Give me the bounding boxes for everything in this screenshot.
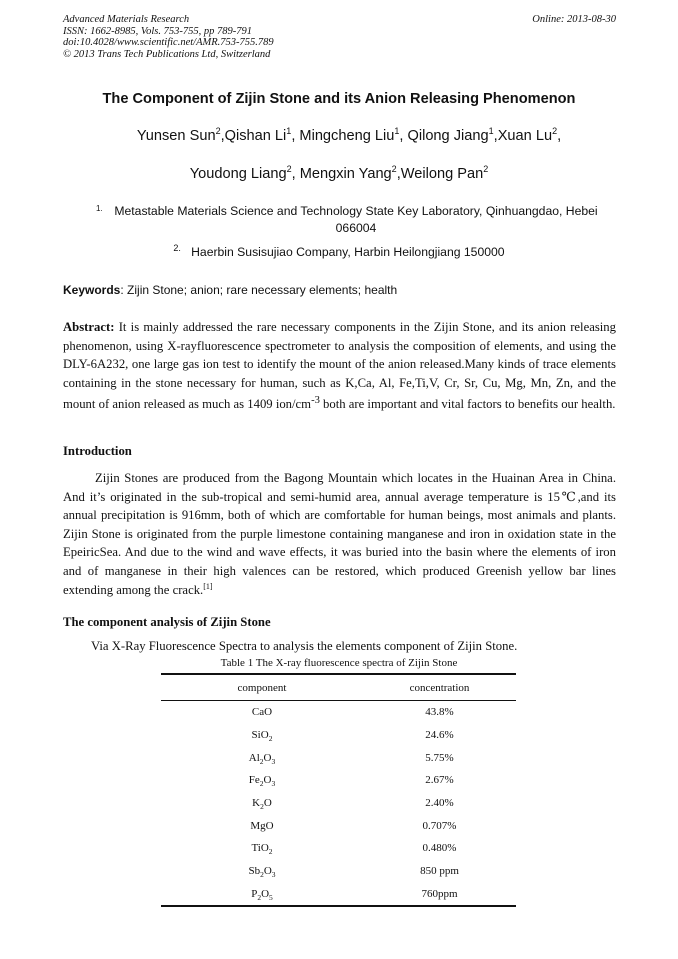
concentration-cell: 0.480% <box>422 842 457 855</box>
author-affiliation-mark: 2 <box>286 164 292 175</box>
abstract-label: Abstract: <box>63 320 115 334</box>
doi-line[interactable]: doi:10.4028/www.scientific.net/AMR.753-755.789 <box>63 37 274 48</box>
table-row <box>161 883 516 907</box>
affiliation-2 <box>40 244 638 261</box>
concentration-cell: 24.6% <box>425 729 454 742</box>
concentration-cell: 760ppm <box>363 883 516 907</box>
concentration-cell: 5.75% <box>425 751 454 764</box>
affiliation-number: 1. <box>96 204 103 213</box>
author-name: Qishan Li <box>224 128 287 144</box>
author-affiliation-mark: 1 <box>286 126 292 137</box>
author-name: Xuan Lu <box>497 128 553 144</box>
component-cell: $Fe_2O_3$ <box>248 774 276 789</box>
abstract-text: It is mainly addressed the rare necessary components in the Zijin Stone, and its anion releasing phenomenon, using X-rayfluorescence spectrometer to analysis the composition of elements, and using the DLY-6A232, one large gas ion test to identify the mount of the anion released.Many kinds of trace elements containing in the stone necessary for human, such as K,Ca, Al, Fe,Ti,V, Cr, Sr, Cu, Mg, Mn, Zn, and the mount of anion released as much as 1409 ion/cm <box>63 320 616 412</box>
table-row <box>161 860 516 883</box>
concentration-cell: 0.707% <box>422 819 457 832</box>
author-affiliation-mark: 2 <box>483 164 489 175</box>
author-affiliation-mark: 1 <box>394 126 400 137</box>
author-affiliation-mark: 1 <box>488 126 494 137</box>
author-affiliation-mark: 2 <box>215 126 221 137</box>
column-header-concentration: concentration <box>363 674 516 701</box>
abstract-unit-exponent: -3 <box>311 395 320 407</box>
component-cell: MgO <box>250 819 274 832</box>
table-header-row <box>161 674 516 701</box>
author-name: Mingcheng Liu <box>299 128 395 144</box>
keywords <box>63 283 616 297</box>
component-cell: $Al_2O_3$ <box>248 751 276 766</box>
component-cell: $P_2O_5$ <box>161 883 363 907</box>
reference-marker[interactable]: [1] <box>203 581 213 591</box>
author-affiliation-mark: 2 <box>552 126 558 137</box>
component-cell: $Sb_2O_3$ <box>248 865 276 880</box>
affiliation-1 <box>96 203 616 237</box>
table-row <box>161 837 516 860</box>
table-row <box>161 814 516 837</box>
online-date: Online: 2013-08-30 <box>532 14 616 25</box>
abstract-tail: both are important and vital factors to benefits our health. <box>319 397 616 412</box>
component-analysis-intro: Via X-Ray Fluorescence Spectra to analysis the elements component of Zijin Stone. <box>91 639 518 653</box>
author-line-2: Youdong Liang$^2$, Mengxin Yang$^2$,Weilong Pan$^2$ <box>189 164 489 182</box>
keywords-label: Keywords <box>63 283 121 297</box>
author-name: Mengxin Yang <box>299 166 392 182</box>
concentration-cell: 2.40% <box>425 797 454 810</box>
component-cell: $K_2O$ <box>252 797 272 812</box>
table-row <box>161 792 516 815</box>
author-name: Qilong Jiang <box>407 128 489 144</box>
component-cell: TiO$_2$ <box>251 842 273 857</box>
concentration-cell: 43.8% <box>425 706 454 719</box>
component-cell: CaO <box>251 706 273 719</box>
issn-line: ISSN: 1662-8985, Vols. 753-755, pp 789-791 <box>63 25 252 37</box>
journal-name: Advanced Materials Research <box>63 14 190 25</box>
introduction-text: Zijin Stones are produced from the Bagong Mountain which locates in the Huainan Area in China. And it’s originated in the sub-tropical and semi-humid area, annual average temperature is 15℃,and its annual precipitation is 916mm, both of which are comfortable for human beings, most animals and plants. Zijin Stone is originated from the purple limestone containing manganese and iron in oxidation state in the EpeiricSea. And due to the wind and wave effects, it was buried into the basin where the elements of iron and of manganese in their high valences can be restored, which produced Greenish yellow bar lines extending among the crack. <box>63 471 616 597</box>
concentration-cell: 2.67% <box>425 774 454 787</box>
affiliation-number: 2. <box>173 242 181 253</box>
author-name: Weilong Pan <box>400 166 484 182</box>
concentration-cell: 850 ppm <box>420 865 459 878</box>
table-row <box>161 769 516 792</box>
introduction-heading: Introduction <box>63 444 132 458</box>
paper-title: The Component of Zijin Stone and its Anion Releasing Phenomenon <box>102 91 576 107</box>
table-row <box>161 724 516 747</box>
journal-header <box>63 14 616 60</box>
table-caption: Table 1 The X-ray fluorescence spectra of Zijin Stone <box>220 657 458 669</box>
author-line-1: Yunsen Sun$^2$,Qishan Li$^1$, Mingcheng Liu$^1$, Qilong Jiang$^1$,Xuan Lu$^2$, <box>136 126 562 144</box>
column-header-component: component <box>161 674 363 701</box>
abstract <box>63 318 616 414</box>
keywords-text: : Zijin Stone; anion; rare necessary elements; health <box>120 283 398 297</box>
xrf-table <box>161 673 516 907</box>
introduction-paragraph <box>63 469 616 599</box>
author-name: Yunsen Sun <box>136 128 216 144</box>
copyright-line: © 2013 Trans Tech Publications Ltd, Switzerland <box>63 48 271 60</box>
affiliation-text: Metastable Materials Science and Technology State Key Laboratory, Qinhuangdao, Hebei 066004 <box>114 204 598 235</box>
author-name: Youdong Liang <box>189 166 287 182</box>
component-analysis-heading: The component analysis of Zijin Stone <box>63 615 271 629</box>
affiliation-text: Haerbin Susisujiao Company, Harbin Heilongjiang 150000 <box>191 245 505 259</box>
table-row <box>161 746 516 769</box>
component-cell: SiO$_2$ <box>251 729 273 744</box>
author-affiliation-mark: 2 <box>391 164 397 175</box>
table-row <box>161 701 516 724</box>
